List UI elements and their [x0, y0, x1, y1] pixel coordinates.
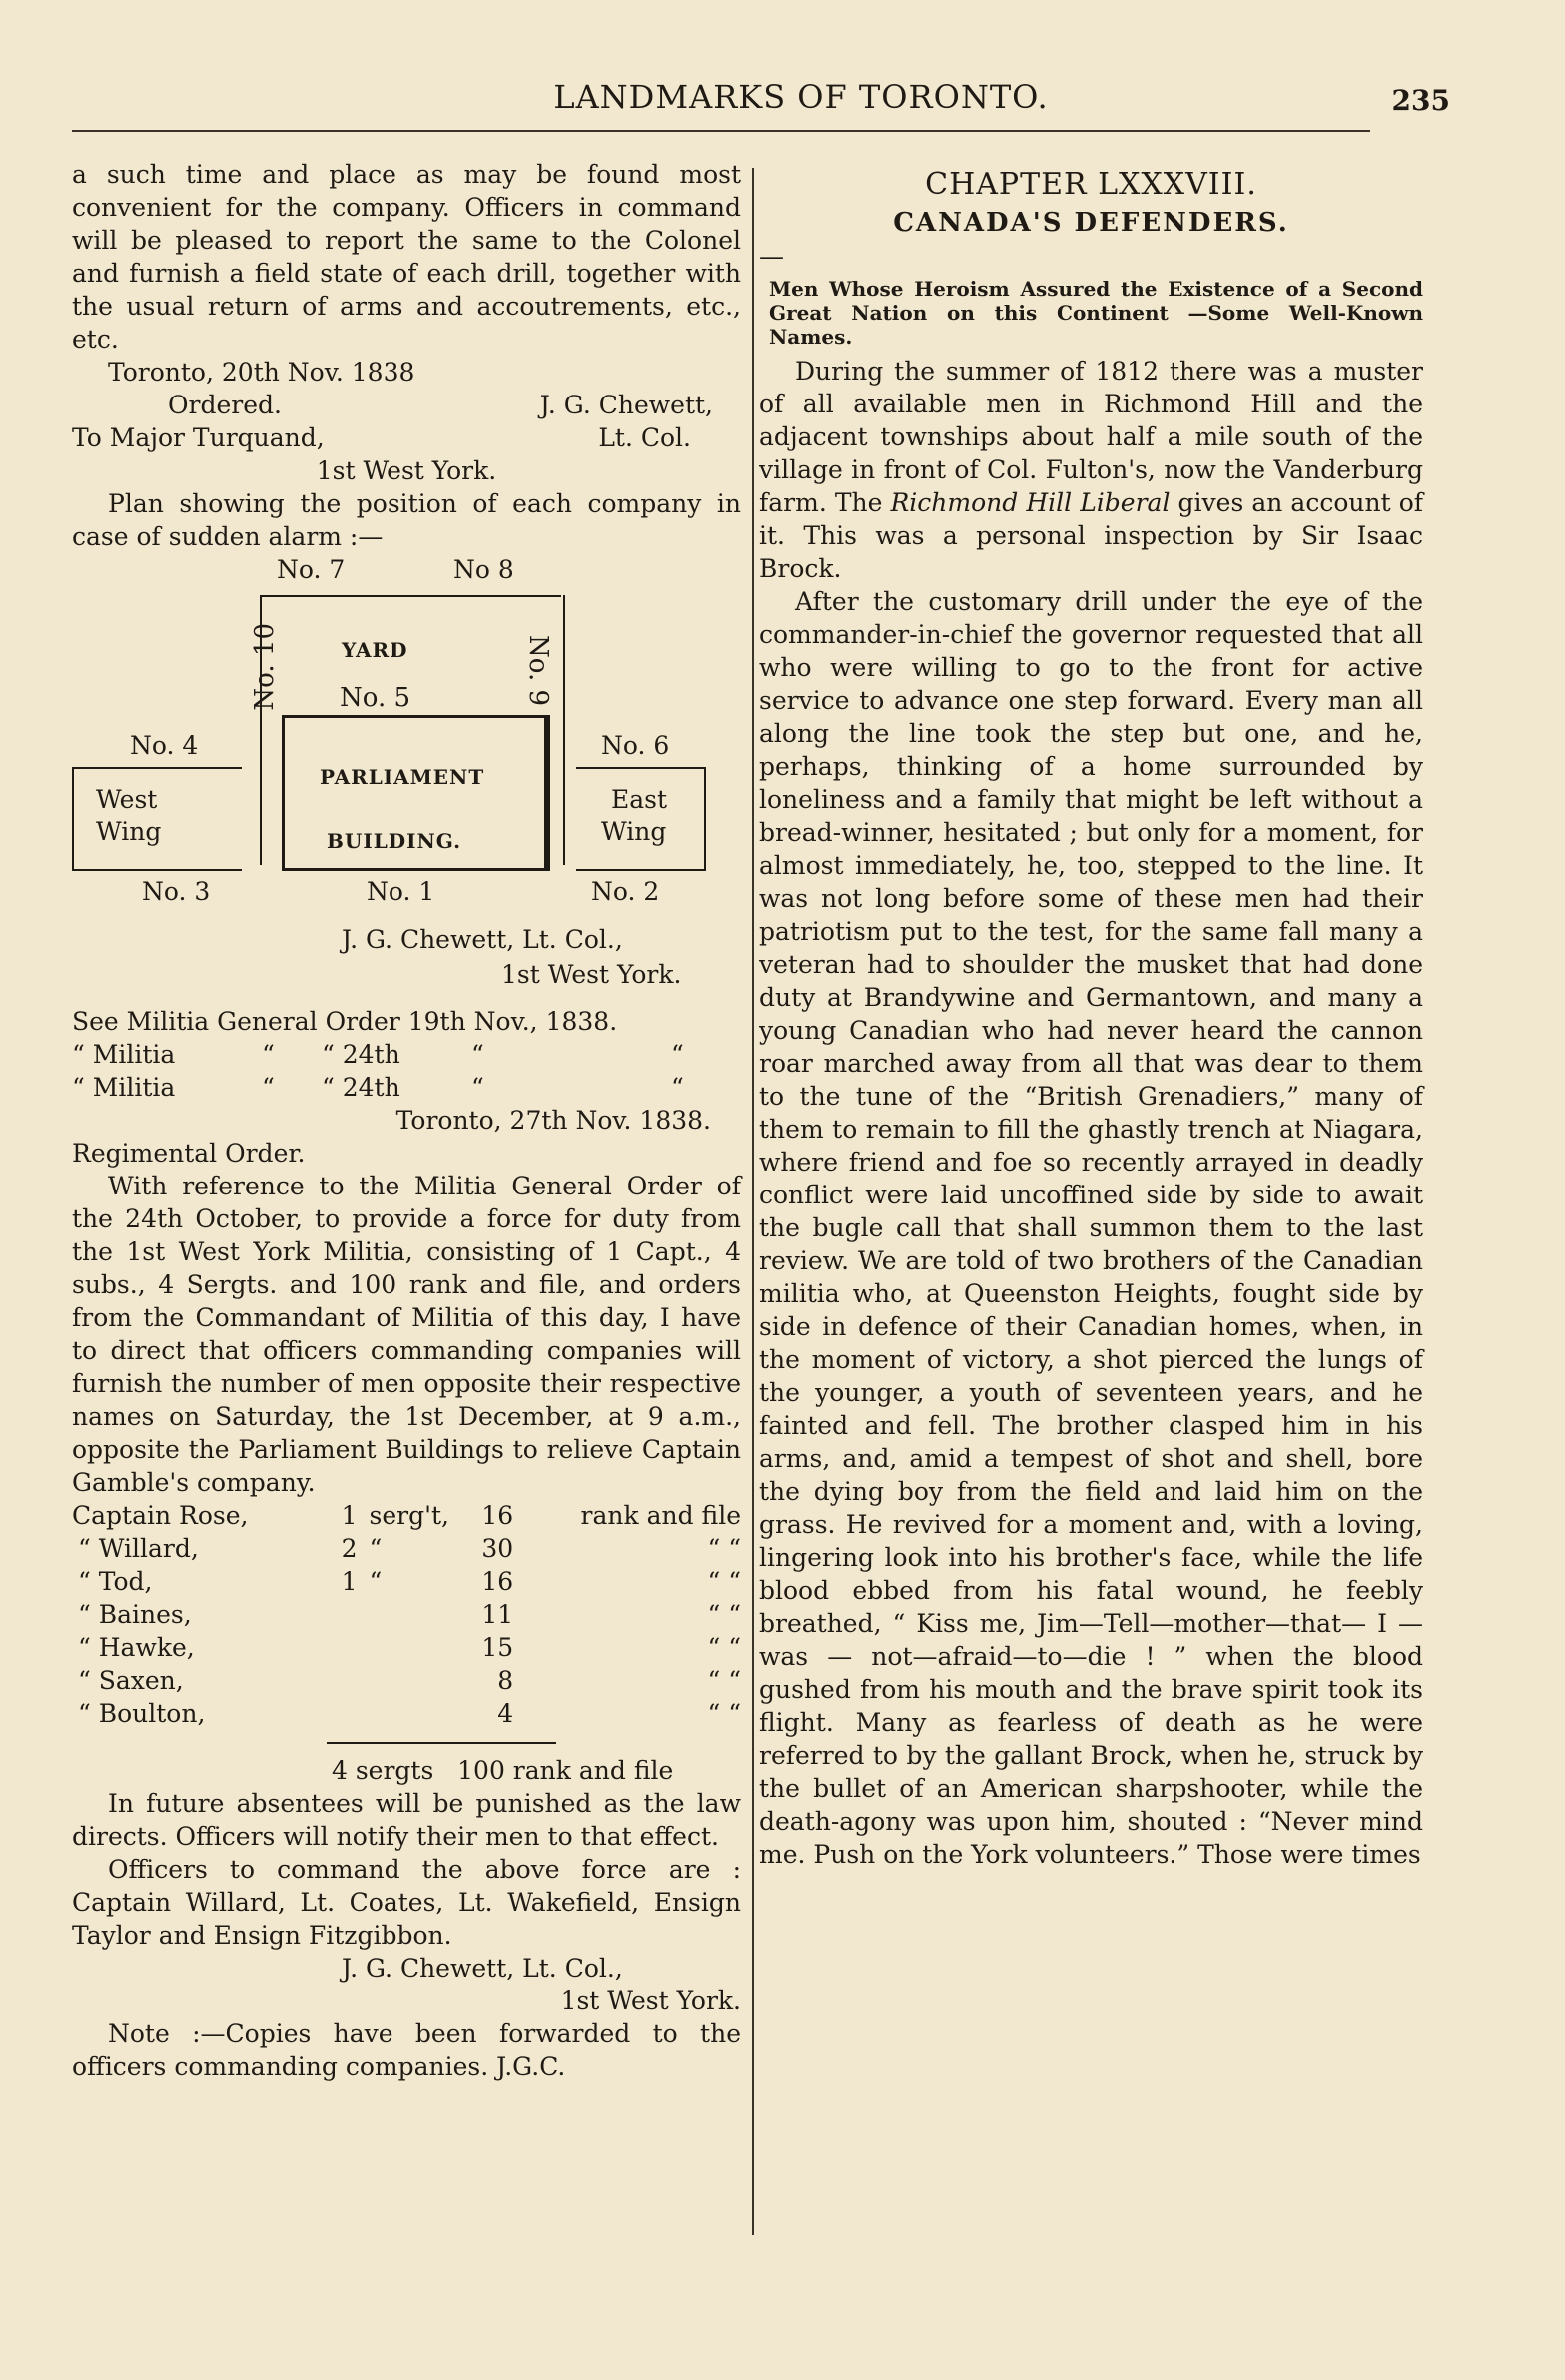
column-divider	[752, 168, 754, 2235]
ditto-cell: “ Militia	[72, 1040, 176, 1069]
plan-intro: Plan showing the position of each company in case of sudden alarm :—	[72, 489, 741, 551]
signature-rank: Lt. Col.	[598, 423, 691, 452]
roster-cell-rank-lbl: “ “	[707, 1666, 741, 1695]
left-column	[72, 158, 741, 2083]
roster-cell-rank-lbl: “ “	[707, 1567, 741, 1596]
roster-row	[72, 1631, 741, 1664]
regiment-line: 1st West York.	[560, 1986, 741, 2015]
roster-cell-serg	[321, 1598, 370, 1631]
roster-cell-serg	[321, 1631, 370, 1664]
ditto-cell: “ 24th	[322, 1040, 400, 1069]
paragraph: In future absentees will be punished as the law directs. Officers will notify their men to that effect.	[72, 1789, 741, 1851]
text-run: During the summer of 1812 there was a muster of all available men in Richmond Hill and the adjacent townships about half a mile south of the village in front of Col. Fulton's, now the Vanderburg farm. The	[759, 357, 1423, 517]
roster-cell-serg-lbl	[370, 1697, 462, 1730]
signature-name: J. G. Chewett, Lt. Col.,	[342, 1954, 623, 1983]
plan-line	[704, 767, 706, 869]
roster-cell-serg-lbl: serg't,	[369, 1501, 449, 1530]
roster-cell-rank-lbl: “ “	[707, 1600, 741, 1629]
plan-line	[576, 869, 706, 871]
header-rule	[72, 130, 1370, 132]
chapter-title: CANADA'S DEFENDERS.	[893, 208, 1289, 238]
roster-row	[72, 1565, 741, 1598]
roster-row	[72, 1697, 741, 1730]
plan-label-no9: No. 9	[523, 635, 553, 707]
roster-cell-name: Captain Rose,	[72, 1501, 249, 1530]
ditto-cell: “	[471, 1040, 484, 1069]
ordered-label: Ordered.	[168, 391, 282, 419]
roster-cell-name: “ Boulton,	[78, 1699, 206, 1728]
regimental-order-heading: Regimental Order.	[72, 1139, 306, 1168]
plan-label-east-wing: Wing	[601, 817, 667, 846]
plan-label-no7: No. 7	[277, 555, 346, 584]
roster-cell-rank: 30	[481, 1534, 514, 1563]
roster-cell-name: “ Willard,	[78, 1534, 199, 1563]
separator-dash: —	[759, 242, 784, 271]
militia-order-ref	[72, 1071, 741, 1104]
roster-cell-rank-lbl: “ “	[707, 1699, 741, 1728]
plan-label-no3: No. 3	[142, 877, 211, 906]
plan-label-no4: No. 4	[130, 731, 199, 760]
ordered-row	[72, 389, 741, 421]
roster-cell-name: “ Hawke,	[78, 1633, 195, 1662]
roster-cell-serg: 1	[341, 1567, 358, 1596]
ditto-cell: “ Militia	[72, 1073, 176, 1102]
ditto-cell: “ 24th	[322, 1073, 400, 1102]
roster-row	[72, 1532, 741, 1565]
ditto-cell: “	[262, 1073, 275, 1102]
roster-cell-rank: 16	[481, 1567, 514, 1596]
right-column	[759, 158, 1423, 1871]
regiment-line: 1st West York.	[316, 456, 497, 485]
plan-line	[72, 869, 242, 871]
page-number: 235	[1391, 84, 1450, 117]
roster-cell-serg	[321, 1664, 370, 1697]
plan-label-west-wing: Wing	[96, 817, 162, 846]
roster-cell-serg	[321, 1697, 370, 1730]
plan-label-no5: No. 5	[340, 683, 411, 713]
company-roster-table	[72, 1499, 741, 1730]
roster-cell-rank: 8	[497, 1666, 514, 1695]
roster-row	[72, 1664, 741, 1697]
signature-name: J. G. Chewett,	[539, 391, 713, 419]
addressee-row	[72, 421, 741, 454]
addressee: To Major Turquand,	[72, 423, 325, 452]
paragraph: With reference to the Militia General Order of the 24th October, to provide a force for duty from the 1st West York Militia, consisting of 1 Capt., 4 subs., 4 Sergts. and 100 rank and file, and orders from the Commandant of Militia of this day, I have to direct that officers commanding companies will furnish the number of men opposite their respective names on Saturday, the 1st December, at 9 a.m., opposite the Parliament Buildings to relieve Captain Gamble's company.	[72, 1172, 741, 1497]
roster-cell-serg: 2	[341, 1534, 358, 1563]
plan-label-west: West	[96, 785, 158, 814]
ditto-cell: “	[471, 1073, 484, 1102]
plan-label-yard: YARD	[342, 638, 408, 662]
regiment-line: 1st West York.	[501, 960, 682, 989]
roster-cell-name: “ Baines,	[78, 1600, 192, 1629]
ditto-cell: “	[262, 1040, 275, 1069]
running-head	[72, 78, 1450, 126]
roster-cell-name: “ Saxen,	[78, 1666, 184, 1695]
roster-cell-serg: 1	[341, 1501, 358, 1530]
militia-order-ref: See Militia General Order 19th Nov., 1838.	[72, 1007, 618, 1036]
ditto-cell: “	[671, 1040, 684, 1069]
roster-cell-name: “ Tod,	[78, 1567, 153, 1596]
running-title: LANDMARKS OF TORONTO.	[553, 78, 1049, 116]
plan-label-no1: No. 1	[367, 877, 435, 906]
plan-label-no6: No. 6	[601, 731, 670, 760]
newspaper-title: Richmond Hill Liberal	[890, 488, 1171, 517]
roster-total: 4 sergts 100 rank and file	[332, 1756, 674, 1785]
roster-row	[72, 1499, 741, 1532]
roster-cell-rank: 15	[481, 1633, 514, 1662]
paragraph: Officers to command the above force are : Captain Willard, Lt. Coates, Lt. Wakefield, Ensign Taylor and Ensign Fitzgibbon.	[72, 1855, 741, 1950]
total-rule	[327, 1742, 556, 1744]
roster-cell-serg-lbl	[370, 1631, 462, 1664]
parliament-plan-diagram	[72, 555, 741, 1005]
roster-cell-serg-lbl: “	[369, 1534, 383, 1563]
plan-label-east: East	[611, 785, 668, 814]
plan-line	[72, 767, 74, 869]
note-paragraph: Note :—Copies have been forwarded to the officers commanding companies. J.G.C.	[72, 2019, 741, 2081]
roster-cell-rank: 11	[481, 1600, 514, 1629]
plan-label-building: BUILDING.	[327, 829, 462, 853]
plan-line	[262, 595, 561, 597]
ditto-cell: “	[671, 1073, 684, 1102]
roster-row	[72, 1598, 741, 1631]
roster-cell-serg-lbl	[370, 1664, 462, 1697]
plan-label-parliament: PARLIAMENT	[320, 765, 485, 789]
date-line: Toronto, 20th Nov. 1838	[108, 358, 415, 387]
plan-line	[576, 767, 706, 769]
roster-cell-rank-lbl: “ “	[707, 1534, 741, 1563]
roster-cell-rank: 16	[481, 1501, 514, 1530]
roster-cell-serg-lbl	[370, 1598, 462, 1631]
roster-cell-serg-lbl: “	[369, 1567, 383, 1596]
roster-cell-rank-lbl: rank and file	[580, 1501, 741, 1530]
date-line: Toronto, 27th Nov. 1838.	[395, 1106, 711, 1135]
paragraph: a such time and place as may be found most convenient for the company. Officers in command will be pleased to report the same to the Colonel and furnish a field state of each drill, together with the usual return of arms and accoutrements, etc., etc.	[72, 160, 741, 354]
militia-order-ref	[72, 1038, 741, 1071]
plan-line	[563, 595, 565, 865]
paragraph: After the customary drill under the eye of the commander-in-chief the governor requested that all who were willing to go to the front for active service to advance one step forward. Every man all along the line took the step but one, and he, perhaps, thinking of a home surrounded by loneliness and a family that might be left without a bread-winner, hesitated ; but only for a moment, for almost immediately, he, too, stepped to the line. It was not long before some of these men had their patriotism put to the test, for the same fall many a veteran had to shoulder the musket that had done duty at Brandywine and Germantown, and many a young Canadian who had never heard the cannon roar marched away from all that was dear to them to the tune of the “British Grenadiers,” many of them to remain to fill the ghastly trench at Niagara, where friend and foe so recently arrayed in deadly conflict were laid uncoffined side by side to await the bugle call that shall summon them to the last review. We are told of two brothers of the Canadian militia who, at Queenston Heights, fought side by side in defence of their Canadian homes, when, in the moment of victory, a shot pierced the lungs of the younger, a youth of seventeen years, and he fainted and fell. The brother clasped him in his arms, and, amid a tempest of shot and shell, bore the dying boy from the field and laid him on the grass. He revived for a moment and, with a loving, lingering look into his brother's face, while the life blood ebbed from his fatal wound, he feebly breathed, “ Kiss me, Jim—Tell—mother—that— I — was — not—afraid—to—die ! ” when the blood gushed from his mouth and the brave spirit took its flight. Many as fearless of death as he were referred to by the gallant Brock, when he, struck by the bullet of an American sharpshooter, while the death-agony was upon him, shouted : “Never mind me. Push on the York volunteers.” Those were times	[759, 587, 1423, 1869]
plan-label-no10: No. 10	[250, 623, 280, 711]
plan-label-no8: No 8	[453, 555, 514, 584]
signature-name: J. G. Chewett, Lt. Col.,	[342, 925, 623, 954]
roster-cell-rank: 4	[497, 1699, 514, 1728]
roster-cell-rank-lbl: “ “	[707, 1633, 741, 1662]
chapter-subheading: Men Whose Heroism Assured the Existence of a Second Great Nation on this Continent —Some Well-Known Names.	[769, 277, 1423, 349]
plan-line	[72, 767, 242, 769]
paragraph	[759, 355, 1423, 585]
chapter-number: CHAPTER LXXXVIII.	[925, 167, 1257, 202]
plan-label-no2: No. 2	[591, 877, 660, 906]
text-run: gives an account of it. This was a personal inspection by Sir Isaac Brock.	[759, 488, 1424, 583]
